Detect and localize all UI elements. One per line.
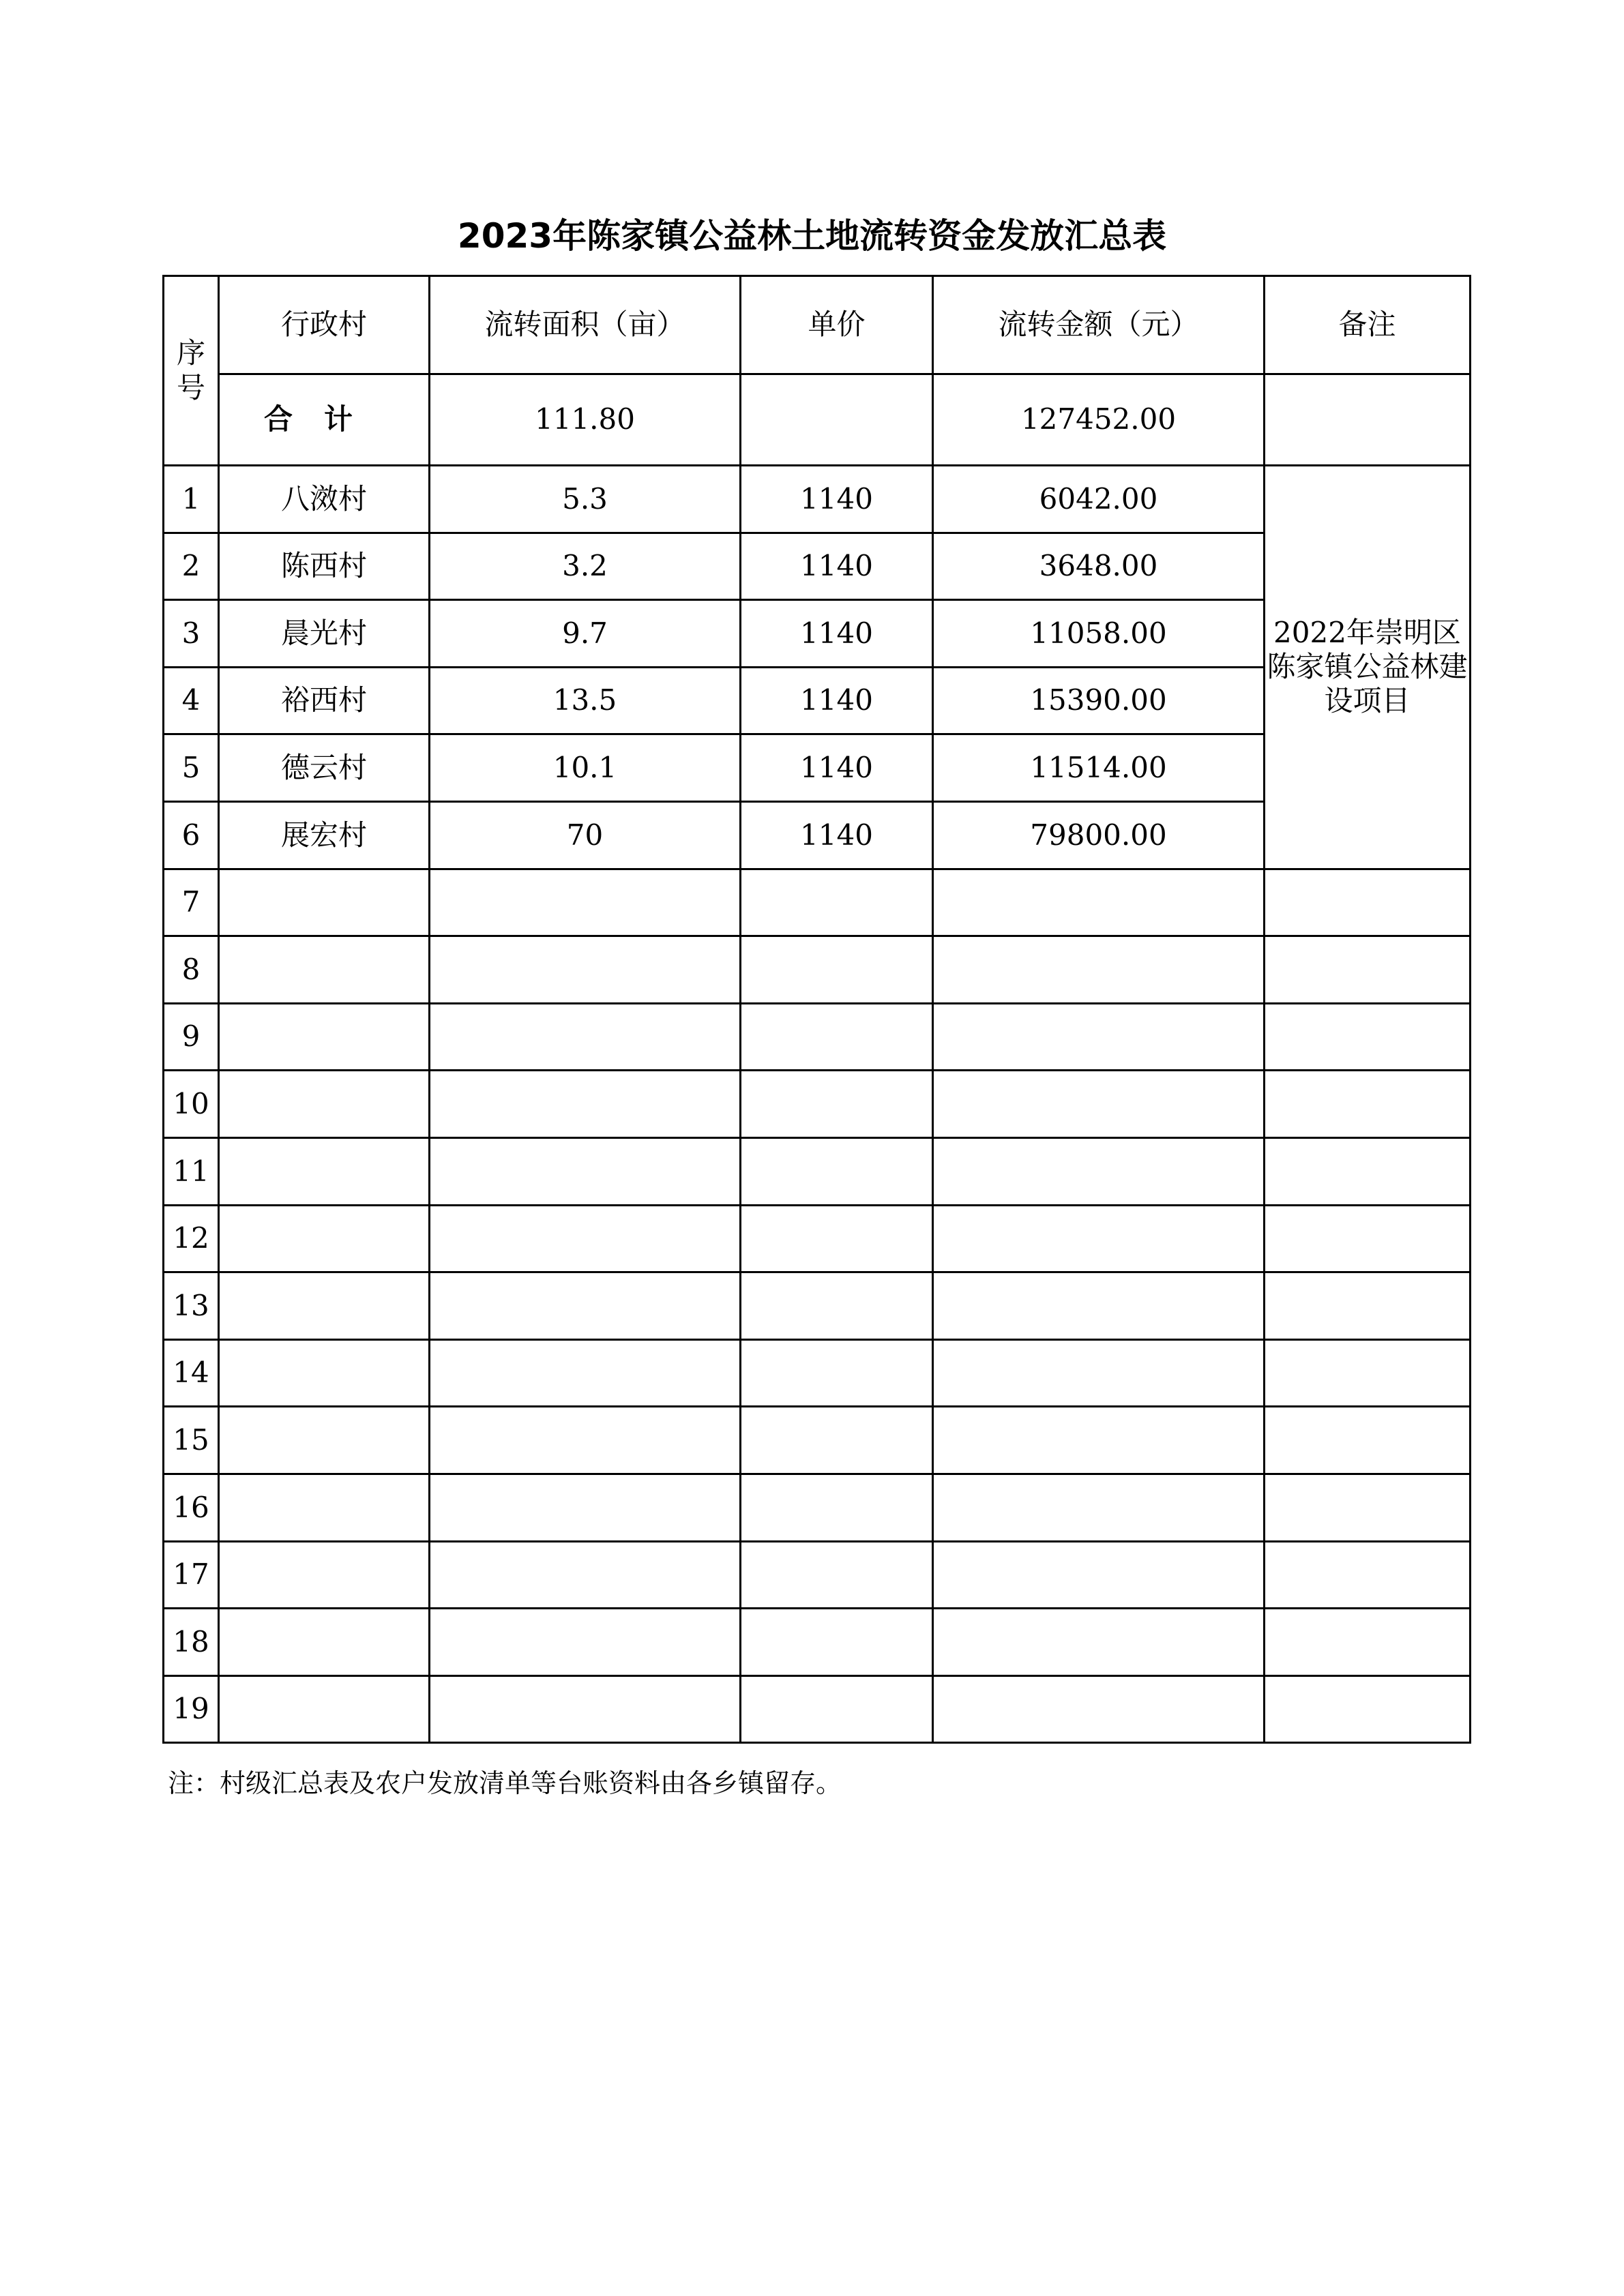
row-unit-price: 1140	[741, 734, 933, 802]
empty-cell	[219, 1205, 430, 1272]
row-village: 陈西村	[219, 533, 430, 600]
empty-cell	[430, 1205, 741, 1272]
empty-cell	[933, 1474, 1265, 1541]
empty-cell	[1265, 1272, 1471, 1340]
empty-cell	[1265, 1474, 1471, 1541]
empty-cell	[1265, 936, 1471, 1004]
row-village: 展宏村	[219, 801, 430, 869]
empty-cell	[219, 1272, 430, 1340]
empty-cell	[741, 1675, 933, 1743]
empty-cell	[219, 1339, 430, 1407]
empty-cell	[933, 1609, 1265, 1676]
row-amount: 79800.00	[933, 801, 1265, 869]
row-seq: 10	[164, 1071, 219, 1138]
empty-cell	[933, 1272, 1265, 1340]
row-seq: 17	[164, 1541, 219, 1609]
row-seq: 8	[164, 936, 219, 1004]
row-unit-price: 1140	[741, 801, 933, 869]
row-area: 10.1	[430, 734, 741, 802]
empty-cell	[933, 1541, 1265, 1609]
empty-cell	[219, 1609, 430, 1676]
row-unit-price: 1140	[741, 600, 933, 668]
empty-cell	[219, 1003, 430, 1071]
empty-cell	[219, 1474, 430, 1541]
header-seq: 序号	[164, 276, 219, 466]
empty-cell	[430, 1407, 741, 1474]
row-seq: 6	[164, 801, 219, 869]
row-amount: 11514.00	[933, 734, 1265, 802]
empty-cell	[933, 1407, 1265, 1474]
empty-cell	[1265, 1407, 1471, 1474]
empty-cell	[430, 936, 741, 1004]
empty-cell	[430, 1609, 741, 1676]
row-seq: 15	[164, 1407, 219, 1474]
empty-cell	[741, 1609, 933, 1676]
row-seq: 1	[164, 466, 219, 533]
empty-cell	[219, 1541, 430, 1609]
empty-cell	[741, 1407, 933, 1474]
header-remark: 备注	[1265, 276, 1471, 374]
table-row-empty	[164, 869, 1471, 936]
table-row-empty	[164, 1474, 1471, 1541]
empty-cell	[741, 1071, 933, 1138]
row-area: 70	[430, 801, 741, 869]
row-amount: 15390.00	[933, 667, 1265, 734]
empty-cell	[933, 1003, 1265, 1071]
row-unit-price: 1140	[741, 533, 933, 600]
footnote: 注：村级汇总表及农户发放清单等台账资料由各乡镇留存。	[168, 1768, 842, 1798]
empty-cell	[741, 1003, 933, 1071]
total-remark	[1265, 374, 1471, 466]
empty-cell	[741, 869, 933, 936]
row-seq: 5	[164, 734, 219, 802]
header-area: 流转面积（亩）	[430, 276, 741, 374]
summary-table	[162, 275, 1471, 1744]
empty-cell	[741, 1137, 933, 1205]
empty-cell	[430, 1675, 741, 1743]
empty-cell	[1265, 1339, 1471, 1407]
header-village: 行政村	[219, 276, 430, 374]
empty-cell	[741, 1339, 933, 1407]
empty-cell	[219, 1407, 430, 1474]
table-row-empty	[164, 1137, 1471, 1205]
row-area: 9.7	[430, 600, 741, 668]
table-row-empty	[164, 1339, 1471, 1407]
table-row-empty	[164, 1071, 1471, 1138]
table-row-empty	[164, 1003, 1471, 1071]
table-row-empty	[164, 1407, 1471, 1474]
row-unit-price: 1140	[741, 667, 933, 734]
header-amount: 流转金额（元）	[933, 276, 1265, 374]
row-seq: 2	[164, 533, 219, 600]
empty-cell	[430, 1272, 741, 1340]
header-unit-price: 单价	[741, 276, 933, 374]
empty-cell	[430, 1541, 741, 1609]
empty-cell	[741, 1272, 933, 1340]
empty-cell	[741, 1205, 933, 1272]
row-seq: 11	[164, 1137, 219, 1205]
table-row-empty	[164, 1609, 1471, 1676]
empty-cell	[1265, 1071, 1471, 1138]
empty-cell	[933, 1071, 1265, 1138]
total-unit-price	[741, 374, 933, 466]
row-seq: 9	[164, 1003, 219, 1071]
row-amount: 11058.00	[933, 600, 1265, 668]
empty-cell	[741, 936, 933, 1004]
empty-cell	[1265, 1003, 1471, 1071]
empty-cell	[1265, 1609, 1471, 1676]
table-row-empty	[164, 1541, 1471, 1609]
empty-cell	[933, 1675, 1265, 1743]
empty-cell	[430, 1474, 741, 1541]
table-row-empty	[164, 1675, 1471, 1743]
empty-cell	[430, 1003, 741, 1071]
empty-cell	[219, 936, 430, 1004]
row-seq: 4	[164, 667, 219, 734]
row-village: 德云村	[219, 734, 430, 802]
row-seq: 19	[164, 1675, 219, 1743]
table-row-empty	[164, 1272, 1471, 1340]
empty-cell	[741, 1541, 933, 1609]
document-title: 2023年陈家镇公益林土地流转资金发放汇总表	[457, 216, 1167, 256]
empty-cell	[1265, 869, 1471, 936]
row-seq: 7	[164, 869, 219, 936]
empty-cell	[430, 1071, 741, 1138]
empty-cell	[741, 1474, 933, 1541]
empty-cell	[1265, 1205, 1471, 1272]
total-label: 合计	[219, 374, 430, 466]
table-row	[164, 466, 1471, 533]
row-village: 裕西村	[219, 667, 430, 734]
empty-cell	[933, 1339, 1265, 1407]
row-seq: 14	[164, 1339, 219, 1407]
table-row-empty	[164, 936, 1471, 1004]
empty-cell	[1265, 1675, 1471, 1743]
table-row-empty	[164, 1205, 1471, 1272]
empty-cell	[219, 869, 430, 936]
empty-cell	[933, 936, 1265, 1004]
empty-cell	[430, 869, 741, 936]
row-area: 5.3	[430, 466, 741, 533]
row-unit-price: 1140	[741, 466, 933, 533]
empty-cell	[430, 1339, 741, 1407]
empty-cell	[219, 1137, 430, 1205]
row-village: 晨光村	[219, 600, 430, 668]
empty-cell	[430, 1137, 741, 1205]
empty-cell	[933, 869, 1265, 936]
group-remark: 2022年崇明区陈家镇公益林建设项目	[1265, 466, 1471, 869]
header-row	[164, 276, 1471, 374]
row-seq: 18	[164, 1609, 219, 1676]
row-village: 八滧村	[219, 466, 430, 533]
total-area: 111.80	[430, 374, 741, 466]
total-row	[164, 374, 1471, 466]
empty-cell	[219, 1071, 430, 1138]
empty-cell	[1265, 1541, 1471, 1609]
row-area: 13.5	[430, 667, 741, 734]
total-amount: 127452.00	[933, 374, 1265, 466]
empty-cell	[219, 1675, 430, 1743]
row-amount: 6042.00	[933, 466, 1265, 533]
row-amount: 3648.00	[933, 533, 1265, 600]
empty-cell	[933, 1205, 1265, 1272]
row-seq: 13	[164, 1272, 219, 1340]
empty-cell	[933, 1137, 1265, 1205]
row-seq: 16	[164, 1474, 219, 1541]
row-seq: 3	[164, 600, 219, 668]
row-area: 3.2	[430, 533, 741, 600]
row-seq: 12	[164, 1205, 219, 1272]
empty-cell	[1265, 1137, 1471, 1205]
